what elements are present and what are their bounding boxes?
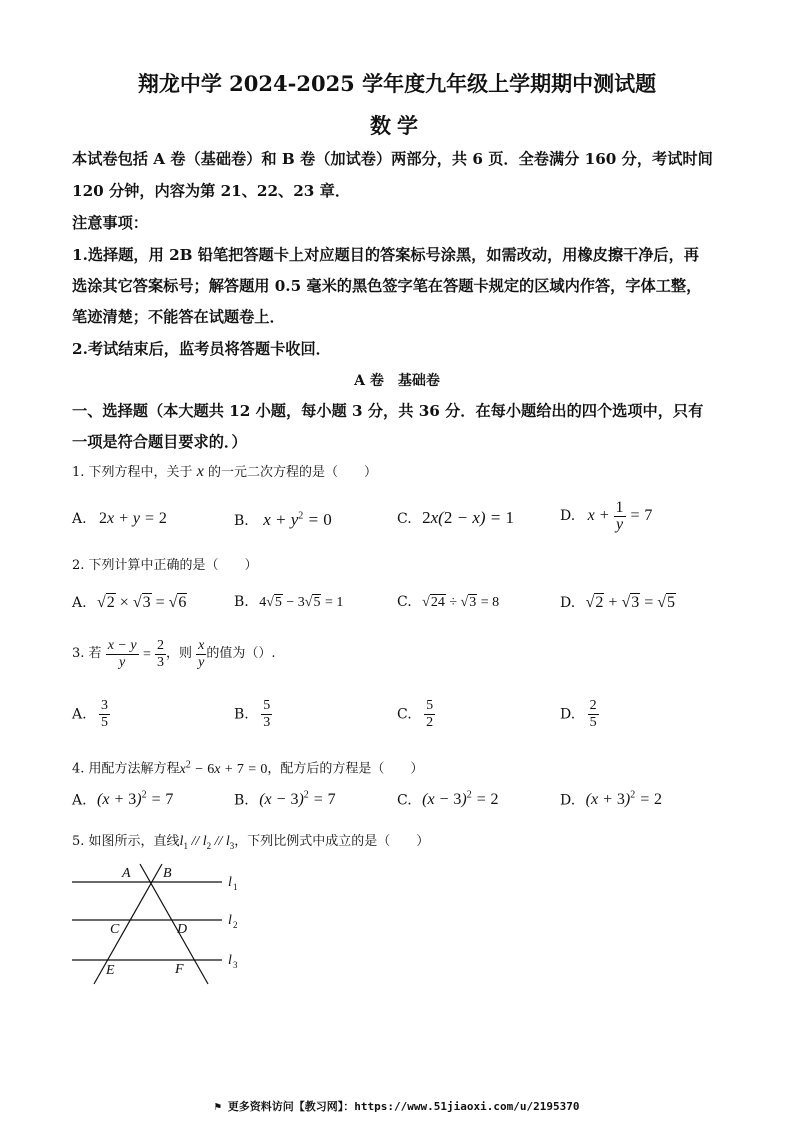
line-l2-label: l [228, 913, 232, 928]
q1-option-c[interactable]: C. 2x(2 − x) = 1 [397, 508, 514, 527]
q2-option-c[interactable]: C. √24 ÷ √3 = 8 [397, 594, 500, 610]
paper-a-label: A 卷 基础卷 [354, 373, 440, 389]
intro-line-2: 120 分钟，内容为第 21、22、23 章． [72, 182, 351, 200]
point-e-label: E [106, 963, 115, 978]
point-b-label: B [163, 866, 172, 881]
q4-option-a[interactable]: A. $(x + 3)^2 = 7$ [72, 790, 174, 809]
q3-option-a[interactable]: A. $\frac{3}{5}$ [72, 698, 109, 730]
q3-option-d[interactable]: D. $\frac{2}{5}$ [560, 698, 597, 730]
notice-title: 注意事项： [72, 214, 148, 232]
q2-option-b[interactable]: B. 4√5 − 3√5 = 1 [234, 594, 344, 610]
q4-option-b[interactable]: B. $(x - 3)^2 = 7$ [234, 790, 336, 809]
q2-option-d[interactable]: D. √2 + √3 = √5 [560, 594, 676, 611]
question-5-stem: 5. 如图所示，直线$l_1 // l_2 // l_3$，下列比例式中成立的是（ ） [72, 834, 430, 851]
q4-option-d[interactable]: D. $(x + 3)^2 = 2$ [560, 790, 662, 809]
q3-option-b[interactable]: B. $\frac{5}{3}$ [234, 698, 271, 730]
point-d-label: D [177, 922, 188, 937]
line-l2-subscript: 2 [233, 920, 238, 930]
q3-option-c[interactable]: C. $\frac{5}{2}$ [397, 698, 434, 730]
line-l1-label: l [228, 875, 232, 890]
parallel-lines-figure [60, 858, 260, 993]
part1-heading-line-2: 一项是符合题目要求的．） [72, 433, 247, 451]
q2-option-a[interactable]: A. √2 × √3 = √6 [72, 594, 187, 611]
question-1-stem: 1. 下列方程中，关于 x 的一元二次方程的是（ ） [72, 463, 377, 480]
subject-title: 数学 [370, 113, 424, 138]
note-1-line-1: 1.选择题，用 2B 铅笔把答题卡上对应题目的答案标号涂黑，如需改动，用橡皮擦干净后，再 [72, 246, 699, 264]
exam-title: 翔龙中学 2024-2025 学年度九年级上学期期中测试题 [137, 71, 657, 96]
q1-option-b[interactable]: B. $x + y^2 = 0$ [234, 510, 332, 529]
note-1-line-2: 选涂其它答案标号；解答题用 0.5 毫米的黑色签字笔在答题卡规定的区域内作答，字体工整， [72, 277, 702, 295]
q1-option-d[interactable]: D. x + $\frac{1}{y}$ = 7 [560, 499, 653, 533]
q4-option-c[interactable]: C. $(x - 3)^2 = 2$ [397, 790, 499, 809]
q1-option-a[interactable]: A. 2x + y = 2 [72, 510, 167, 527]
question-3-stem: 3. 若 $\frac{x - y}{y}$ = $\frac{2}{3}$ ，则 $\frac{x}{y}$ 的值为（）. [72, 638, 276, 670]
line-l3-subscript: 3 [233, 960, 238, 970]
question-4-stem: 4. 用配方法解方程$x^2 - 6x + 7 = 0$，配方后的方程是（ ） [72, 759, 424, 777]
point-f-label: F [175, 962, 184, 977]
intro-line-1: 本试卷包括 A 卷（基础卷）和 B 卷（加试卷）两部分，共 6 页．全卷满分 160 分，考试时间 [72, 150, 713, 168]
point-c-label: C [110, 922, 120, 937]
line-l1-subscript: 1 [233, 882, 238, 892]
part1-heading-line-1: 一、选择题（本大题共 12 小题，每小题 3 分，共 36 分．在每小题给出的四个选项中，只有 [72, 402, 704, 420]
note-2: 2.考试结束后，监考员将答题卡收回． [72, 340, 331, 358]
point-a-label: A [122, 866, 131, 881]
note-1-line-3: 笔迹清楚；不能答在试题卷上． [72, 308, 285, 326]
flag-icon: ⚑ [214, 1100, 222, 1113]
line-l3-label: l [228, 953, 232, 968]
footer-link[interactable]: ⚑ 更多资料访问【教习网】：https://www.51jiaoxi.com/u/2195370 [214, 1100, 580, 1113]
question-2-stem: 2. 下列计算中正确的是（ ） [72, 558, 258, 573]
